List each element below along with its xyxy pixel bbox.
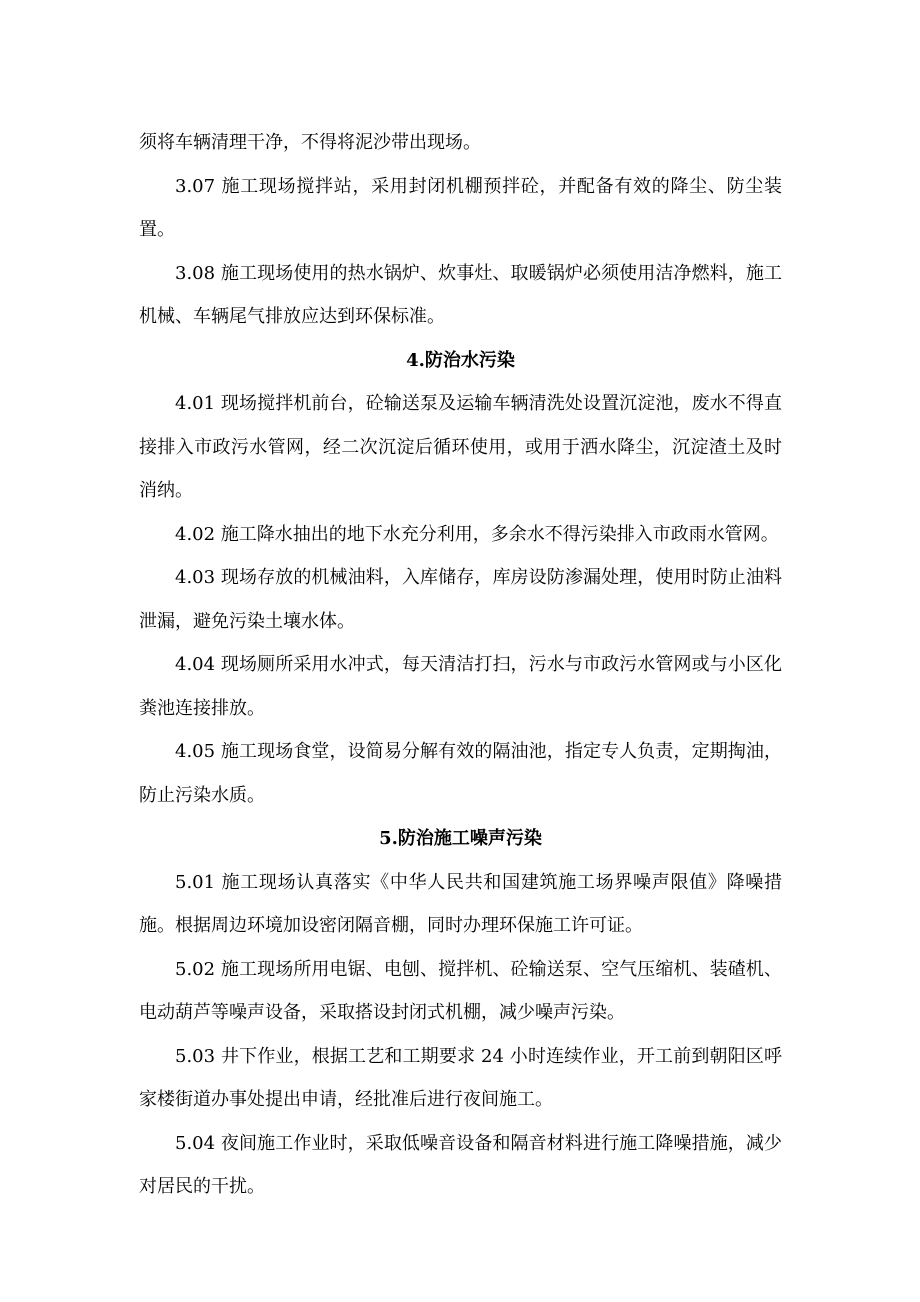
paragraph-5-02: 5.02 施工现场所用电锯、电刨、搅拌机、砼输送泵、空气压缩机、装碴机、电动葫芦等噪声设备，采取搭设封闭式机棚，减少噪声污染。 [139, 958, 782, 1023]
paragraph-4-04: 4.04 现场厕所采用水冲式，每天清洁打扫，污水与市政污水管网或与小区化粪池连接排放。 [139, 654, 782, 719]
paragraph-3-07: 3.07 施工现场搅拌站，采用封闭机棚预拌砼，并配备有效的降尘、防尘装置。 [139, 175, 782, 240]
section-heading-5: 5.防治施工噪声污染 [379, 828, 542, 849]
section-heading-4: 4.防治水污染 [406, 349, 515, 371]
document-body [139, 121, 782, 1209]
paragraph-4-01: 4.01 现场搅拌机前台，砼输送泵及运输车辆清洗处设置沉淀池，废水不得直接排入市政污水管网，经二次沉淀后循环使用，或用于洒水降尘，沉淀渣土及时消纳。 [139, 393, 782, 501]
paragraph-4-02: 4.02 施工降水抽出的地下水充分利用，多余水不得污染排入市政雨水管网。 [175, 523, 779, 545]
paragraph-5-01: 5.01 施工现场认真落实《中华人民共和国建筑施工场界噪声限值》降噪措施。根据周边环境加设密闭隔音棚，同时办理环保施工许可证。 [139, 871, 782, 936]
paragraph-5-03: 5.03 井下作业，根据工艺和工期要求 24 小时连续作业，开工前到朝阳区呼家楼街道办事处提出申请，经批准后进行夜间施工。 [139, 1045, 782, 1110]
paragraph-3-06-continued: 须将车辆清理干净，不得将泥沙带出现场。 [139, 132, 481, 153]
paragraph-3-08: 3.08 施工现场使用的热水锅炉、炊事灶、取暖锅炉必须使用洁净燃料，施工机械、车辆尾气排放应达到环保标准。 [139, 262, 782, 327]
paragraph-4-03: 4.03 现场存放的机械油料，入库储存，库房设防渗漏处理，使用时防止油料泄漏，避免污染土壤水体。 [139, 567, 782, 632]
paragraph-5-04: 5.04 夜间施工作业时，采取低噪音设备和隔音材料进行施工降噪措施，减少对居民的干扰。 [139, 1132, 782, 1197]
paragraph-4-05: 4.05 施工现场食堂，设简易分解有效的隔油池，指定专人负责，定期掏油，防止污染水质。 [139, 741, 782, 806]
